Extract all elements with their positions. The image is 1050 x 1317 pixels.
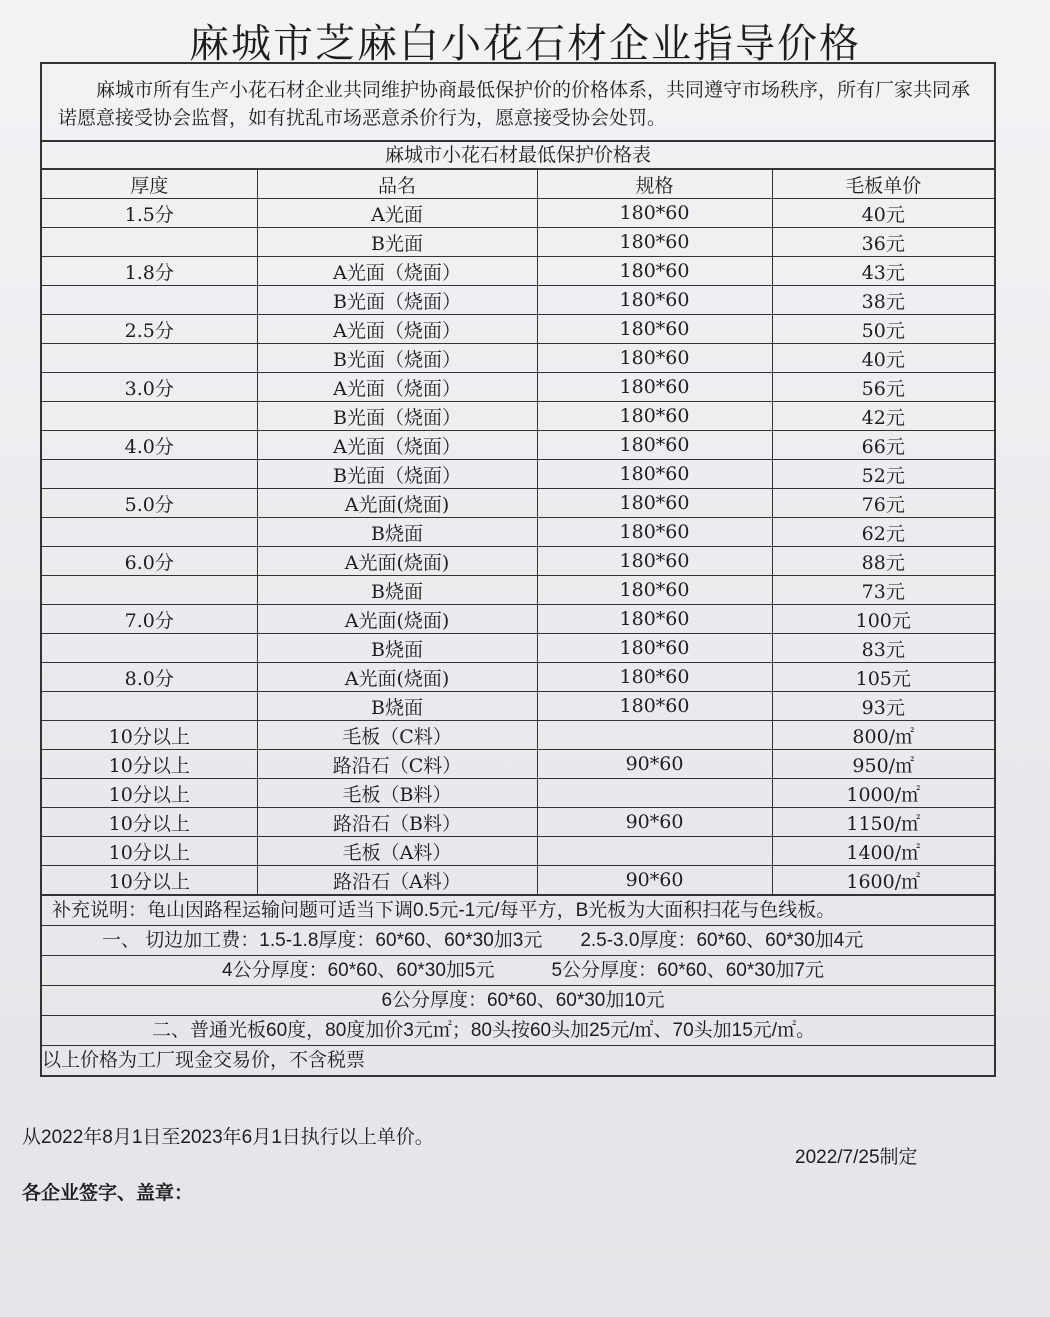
validity-text: 从2022年8月1日至2023年6月1日执行以上单价。 [22, 1127, 434, 1148]
cell-price: 42元 [772, 402, 994, 431]
cell-spec: 180*60 [537, 344, 772, 373]
cell-thickness [42, 344, 257, 373]
cell-price: 105元 [772, 663, 994, 692]
cell-product: B烧面 [257, 634, 537, 663]
cell-spec: 180*60 [537, 286, 772, 315]
table-row [42, 721, 994, 750]
cell-thickness: 2.5分 [42, 315, 257, 344]
cell-price: 43元 [772, 257, 994, 286]
cell-spec: 180*60 [537, 431, 772, 460]
cell-price: 62元 [772, 518, 994, 547]
cell-price: 1000/㎡ [772, 779, 994, 808]
price-table [42, 169, 994, 895]
cell-spec: 90*60 [537, 866, 772, 895]
cell-product: 路沿石（B料） [257, 808, 537, 837]
cell-thickness: 3.0分 [42, 373, 257, 402]
header-product: 品名 [257, 170, 537, 199]
cell-thickness: 10分以上 [42, 866, 257, 895]
note-line: 4公分厚度：60*60、60*30加5元 5公分厚度：60*60、60*30加7元 [42, 955, 994, 985]
table-row [42, 199, 994, 228]
cell-thickness [42, 518, 257, 547]
cell-product: B光面（烧面） [257, 344, 537, 373]
cell-spec: 180*60 [537, 373, 772, 402]
cell-price: 38元 [772, 286, 994, 315]
table-row [42, 344, 994, 373]
cell-spec: 180*60 [537, 663, 772, 692]
table-row [42, 692, 994, 721]
cell-product: B光面（烧面） [257, 460, 537, 489]
cell-thickness [42, 228, 257, 257]
table-row [42, 315, 994, 344]
cell-spec: 90*60 [537, 808, 772, 837]
cell-product: B烧面 [257, 692, 537, 721]
page-title: 麻城市芝麻白小花石材企业指导价格 [189, 21, 861, 67]
cell-product: 路沿石（C料） [257, 750, 537, 779]
cell-thickness [42, 286, 257, 315]
table-row [42, 228, 994, 257]
cell-price: 1150/㎡ [772, 808, 994, 837]
price-document-box [40, 62, 996, 1077]
cell-spec: 90*60 [537, 750, 772, 779]
intro-paragraph: 麻城市所有生产小花石材企业共同维护协商最低保护价的价格体系，共同遵守市场秩序，所有厂家共同承诺愿意接受协会监督，如有扰乱市场恶意杀价行为，愿意接受协会处罚。 [42, 64, 994, 142]
table-row [42, 750, 994, 779]
cell-spec: 180*60 [537, 547, 772, 576]
cell-spec [537, 721, 772, 750]
cell-price: 950/㎡ [772, 750, 994, 779]
table-row [42, 286, 994, 315]
cell-product: A光面(烧面) [257, 663, 537, 692]
cell-price: 36元 [772, 228, 994, 257]
table-header-row [42, 170, 994, 199]
cell-product: B光面（烧面） [257, 286, 537, 315]
table-row [42, 373, 994, 402]
cell-spec: 180*60 [537, 518, 772, 547]
cell-spec: 180*60 [537, 199, 772, 228]
table-row [42, 866, 994, 895]
cell-thickness: 6.0分 [42, 547, 257, 576]
cell-price: 83元 [772, 634, 994, 663]
cell-product: A光面(烧面) [257, 489, 537, 518]
cell-thickness: 1.8分 [42, 257, 257, 286]
cell-spec [537, 837, 772, 866]
cell-product: 毛板（A料） [257, 837, 537, 866]
cell-thickness [42, 634, 257, 663]
cell-thickness [42, 692, 257, 721]
cell-thickness: 7.0分 [42, 605, 257, 634]
cell-price: 800/㎡ [772, 721, 994, 750]
cell-thickness: 1.5分 [42, 199, 257, 228]
cell-product: B烧面 [257, 576, 537, 605]
cell-thickness: 8.0分 [42, 663, 257, 692]
cell-thickness: 5.0分 [42, 489, 257, 518]
cell-price: 56元 [772, 373, 994, 402]
table-row [42, 518, 994, 547]
table-row [42, 576, 994, 605]
cell-spec: 180*60 [537, 634, 772, 663]
cell-price: 73元 [772, 576, 994, 605]
cell-price: 1400/㎡ [772, 837, 994, 866]
table-row [42, 460, 994, 489]
cell-spec: 180*60 [537, 228, 772, 257]
cell-product: B光面 [257, 228, 537, 257]
table-row [42, 663, 994, 692]
cell-spec: 180*60 [537, 605, 772, 634]
cell-product: 路沿石（A料） [257, 866, 537, 895]
cell-price: 93元 [772, 692, 994, 721]
cell-price: 1600/㎡ [772, 866, 994, 895]
table-row [42, 257, 994, 286]
cell-spec: 180*60 [537, 315, 772, 344]
cell-price: 88元 [772, 547, 994, 576]
note-line: 补充说明：龟山因路程运输问题可适当下调0.5元-1元/每平方，B光板为大面积扫花与色线板。 [42, 895, 994, 925]
table-row [42, 402, 994, 431]
cell-product: A光面（烧面） [257, 315, 537, 344]
header-thickness: 厚度 [42, 170, 257, 199]
cell-thickness [42, 576, 257, 605]
note-line: 6公分厚度：60*60、60*30加10元 [42, 985, 994, 1015]
cell-product: A光面 [257, 199, 537, 228]
table-row [42, 837, 994, 866]
cell-price: 66元 [772, 431, 994, 460]
cell-thickness: 10分以上 [42, 837, 257, 866]
cell-product: A光面（烧面） [257, 373, 537, 402]
table-row [42, 779, 994, 808]
table-row [42, 605, 994, 634]
cell-price: 40元 [772, 199, 994, 228]
note-line: 一、 切边加工费：1.5-1.8厚度：60*60、60*30加3元 2.5-3.0厚度：60*60、60*30加4元 [42, 925, 994, 955]
cell-product: 毛板（C料） [257, 721, 537, 750]
cell-spec: 180*60 [537, 489, 772, 518]
cell-product: A光面(烧面) [257, 547, 537, 576]
cell-thickness: 4.0分 [42, 431, 257, 460]
cell-spec: 180*60 [537, 460, 772, 489]
cell-spec: 180*60 [537, 257, 772, 286]
cell-spec [537, 779, 772, 808]
cell-thickness: 10分以上 [42, 721, 257, 750]
cell-product: A光面（烧面） [257, 257, 537, 286]
cell-price: 100元 [772, 605, 994, 634]
cell-price: 76元 [772, 489, 994, 518]
table-row [42, 808, 994, 837]
table-row [42, 489, 994, 518]
cell-product: A光面（烧面） [257, 431, 537, 460]
header-price: 毛板单价 [772, 170, 994, 199]
cell-spec: 180*60 [537, 576, 772, 605]
issue-date: 2022/7/25制定 [795, 1147, 918, 1168]
table-row [42, 547, 994, 576]
cell-thickness [42, 460, 257, 489]
cell-price: 50元 [772, 315, 994, 344]
table-row [42, 634, 994, 663]
signature-label: 各企业签字、盖章： [22, 1183, 194, 1204]
table-row [42, 431, 994, 460]
cell-product: B光面（烧面） [257, 402, 537, 431]
cell-price: 52元 [772, 460, 994, 489]
cell-price: 40元 [772, 344, 994, 373]
note-line: 以上价格为工厂现金交易价，不含税票 [42, 1045, 994, 1075]
note-line: 二、普通光板60度，80度加价3元㎡；80头按60头加25元/㎡、70头加15元/㎡。 [42, 1015, 994, 1045]
cell-thickness [42, 402, 257, 431]
cell-thickness: 10分以上 [42, 779, 257, 808]
table-title: 麻城市小花石材最低保护价格表 [42, 142, 994, 169]
cell-product: 毛板（B料） [257, 779, 537, 808]
cell-thickness: 10分以上 [42, 808, 257, 837]
cell-product: A光面(烧面) [257, 605, 537, 634]
cell-spec: 180*60 [537, 402, 772, 431]
cell-product: B烧面 [257, 518, 537, 547]
header-spec: 规格 [537, 170, 772, 199]
cell-thickness: 10分以上 [42, 750, 257, 779]
cell-spec: 180*60 [537, 692, 772, 721]
